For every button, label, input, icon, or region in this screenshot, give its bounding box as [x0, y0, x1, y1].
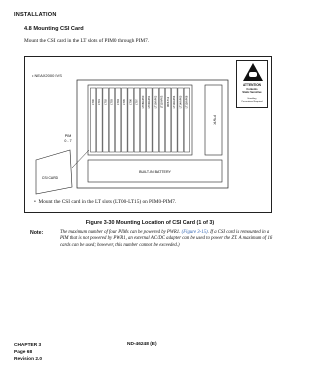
slot-lt04 — [115, 88, 120, 152]
running-header: INSTALLATION — [14, 12, 57, 18]
warning-title: ATTENTION — [242, 83, 261, 87]
slot-lt01 — [97, 88, 102, 152]
note-text: The maximum number of four PIMs can be powered by PWR1. (Figure 3-15). If a CSI card is remounted in a PIM that is not powered by PWR1, an external AC/DC adapter can be used to power the ZT. A maximum of 16 cards can be used; however, this number cannot be exceeded.) — [60, 230, 273, 248]
warning-line-handling: Handling Precautions Required — [241, 98, 263, 103]
slot-label: LT08/AP00 — [141, 95, 145, 109]
slot-label: LT01 — [98, 99, 102, 105]
footer-doc-number: ND-46248 (E) — [127, 342, 157, 347]
pim-range-label: 0 - 7 — [64, 139, 72, 143]
footer-left — [14, 342, 42, 363]
pim-label: PIM — [64, 134, 72, 138]
esd-warning-label — [236, 60, 268, 108]
csi-card — [36, 150, 72, 194]
figure-link[interactable]: (Figure 3-15) — [181, 230, 208, 235]
slot-lt05 — [122, 88, 127, 152]
slot-label: LT15/AP06 — [185, 95, 189, 109]
slot-label: LT06 — [129, 99, 133, 105]
slot-lt07 — [134, 88, 139, 152]
slot-lt02 — [103, 88, 108, 152]
battery-label: BUILT-IN BATTERY — [139, 170, 171, 174]
section-heading: 4.8 Mounting CSI Card — [24, 26, 84, 32]
slot-lt00 — [90, 88, 95, 152]
slot-label: MP/LT12 — [166, 96, 170, 108]
slot-label: LT04 — [116, 99, 120, 105]
slot-label: LT10/AP02 — [154, 95, 158, 109]
slot-lt06 — [128, 88, 133, 152]
hand-icon — [249, 72, 257, 77]
slot-label: LT09/AP01 — [148, 95, 152, 109]
slot-label: LT14/AP05 — [179, 95, 183, 109]
slot-label: LT07 — [135, 99, 139, 105]
slot-lt03 — [109, 88, 114, 152]
figure-caption: Figure 3-30 Mounting Location of CSI Card (1 of 3) — [85, 220, 215, 226]
csi-card-label: CSI CARD — [41, 176, 59, 180]
footer-revision: Revision 2.0 — [14, 357, 42, 362]
figure-bullet-system: • NEAX2000 IVS — [32, 73, 62, 78]
figure-bullet-instruction: • Mount the CSI card in the LT slots (LT00-LT15) on PIM0-PIM7. — [34, 199, 177, 205]
slot-label: LT00 — [91, 99, 95, 105]
slot-label: LT11/AP03 — [160, 95, 164, 109]
footer-page: Page 68 — [14, 350, 33, 355]
slot-label: LT03 — [110, 99, 114, 105]
note-label: Note: — [30, 230, 44, 236]
system-label: NEAX2000 IVS — [34, 73, 62, 78]
warning-line-static: Contents Static Sensitive — [242, 88, 262, 94]
footer-chapter: CHAPTER 3 — [14, 343, 42, 348]
intro-text: Mount the CSI card in the LT slots of PIM0 through PIM7. — [24, 38, 150, 44]
slot-label: LT13/AP04 — [173, 95, 177, 109]
slot-label: LT02 — [104, 99, 108, 105]
power-label: P W R — [212, 115, 217, 125]
slot-label: LT05 — [123, 99, 127, 105]
